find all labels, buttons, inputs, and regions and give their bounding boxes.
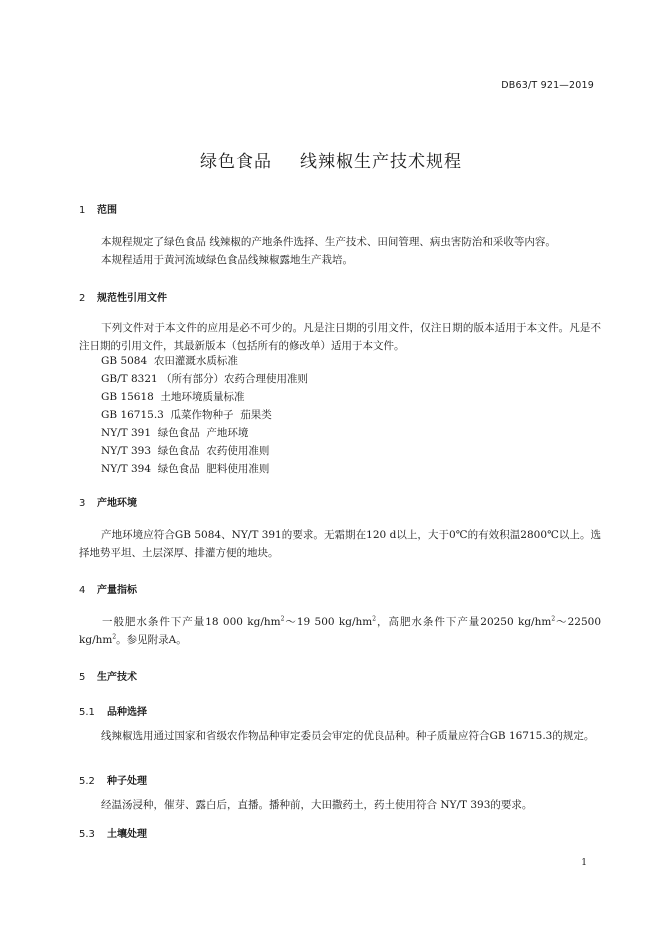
reference-list: [101, 352, 308, 478]
page-number: 1: [581, 858, 587, 868]
section-title: 品种选择: [107, 707, 147, 718]
paragraph-text: 产地环境应符合GB 5084、NY/T 391的要求。无霜期在120 d以上，大于0℃的有效积温2800℃以上。选择地势平坦、土层深厚、排灌方便的地块。: [79, 529, 601, 559]
paragraph-text: 本规程适用于黄河流域绿色食品线辣椒露地生产栽培。: [101, 254, 353, 266]
reference-item: GB/T 8321 （所有部分）农药合理使用准则: [101, 373, 309, 385]
section-4-paragraph-1: [79, 613, 601, 649]
section-3-heading: [79, 494, 137, 509]
paragraph-text: 下列文件对于本文件的应用是必不可少的。凡是注日期的引用文件，仅注日期的版本适用于本文件。凡是不注日期的引用文件，其最新版本（包括所有的修改单）适用于本文件。: [79, 322, 601, 352]
section-number: 5.1: [79, 707, 95, 718]
section-2-paragraph-1: [79, 319, 601, 355]
paragraph-text: 本规程规定了绿色食品 线辣椒的产地条件选择、生产技术、田间管理、病虫害防治和采收等内容。: [101, 236, 556, 248]
subsection-5-1-heading: [79, 703, 147, 718]
subsection-5-1-paragraph-1: [79, 727, 601, 745]
section-number: 5.2: [79, 776, 95, 787]
reference-item: NY/T 393 绿色食品 农药使用准则: [101, 445, 270, 457]
paragraph-text: 经温汤浸种，催芽、露白后，直播。播种前，大田撒药土，药土使用符合 NY/T 393的要求。: [101, 799, 533, 811]
paragraph-text: 线辣椒选用通过国家和省级农作物品种审定委员会审定的优良品种。种子质量应符合GB 16715.3的规定。: [101, 730, 595, 742]
subsection-5-2-heading: [79, 772, 147, 787]
reference-item: NY/T 394 绿色食品 肥料使用准则: [101, 463, 270, 475]
section-title: 种子处理: [107, 776, 147, 787]
superscript: 2: [112, 633, 117, 641]
section-1-paragraph-2: [79, 251, 601, 269]
paragraph-text: ，高肥水条件下产量20250 kg/hm: [376, 616, 552, 628]
section-5-heading: [79, 668, 137, 683]
reference-item: GB 15618 土地环境质量标准: [101, 391, 245, 403]
subsection-5-2-paragraph-1: [79, 796, 601, 814]
title-part-2: 线辣椒生产技术规程: [300, 152, 462, 172]
section-1-paragraph-1: [79, 233, 601, 251]
superscript: 2: [372, 615, 377, 623]
standard-code: DB63/T 921—2019: [501, 80, 594, 91]
document-title: [0, 147, 662, 172]
superscript: 2: [551, 615, 556, 623]
section-number: 2: [79, 293, 86, 304]
paragraph-text: 。参见附录A。: [116, 634, 187, 646]
superscript: 2: [280, 615, 285, 623]
subsection-5-3-heading: [79, 825, 147, 840]
section-title: 生产技术: [97, 672, 137, 683]
paragraph-text: ～19 500 kg/hm: [284, 616, 373, 628]
section-number: 5: [79, 672, 86, 683]
section-2-heading: [79, 289, 167, 304]
section-1-heading: [79, 201, 117, 216]
reference-item: GB 5084 农田灌溉水质标准: [101, 355, 238, 367]
section-number: 3: [79, 498, 86, 509]
section-number: 5.3: [79, 829, 95, 840]
section-4-heading: [79, 581, 137, 596]
section-title: 产地环境: [97, 498, 137, 509]
section-title: 规范性引用文件: [97, 293, 167, 304]
section-3-paragraph-1: [79, 526, 601, 562]
paragraph-text: ～22500 kg/hm: [79, 616, 602, 646]
reference-item: GB 16715.3 瓜菜作物种子 茄果类: [101, 409, 272, 421]
section-number: 4: [79, 585, 86, 596]
paragraph-text: 一般肥水条件下产量18 000 kg/hm: [101, 616, 281, 628]
reference-item: NY/T 391 绿色食品 产地环境: [101, 427, 249, 439]
title-part-1: 绿色食品: [200, 152, 272, 172]
section-title: 土壤处理: [107, 829, 147, 840]
section-title: 范围: [97, 205, 117, 216]
section-title: 产量指标: [97, 585, 137, 596]
section-number: 1: [79, 205, 86, 216]
